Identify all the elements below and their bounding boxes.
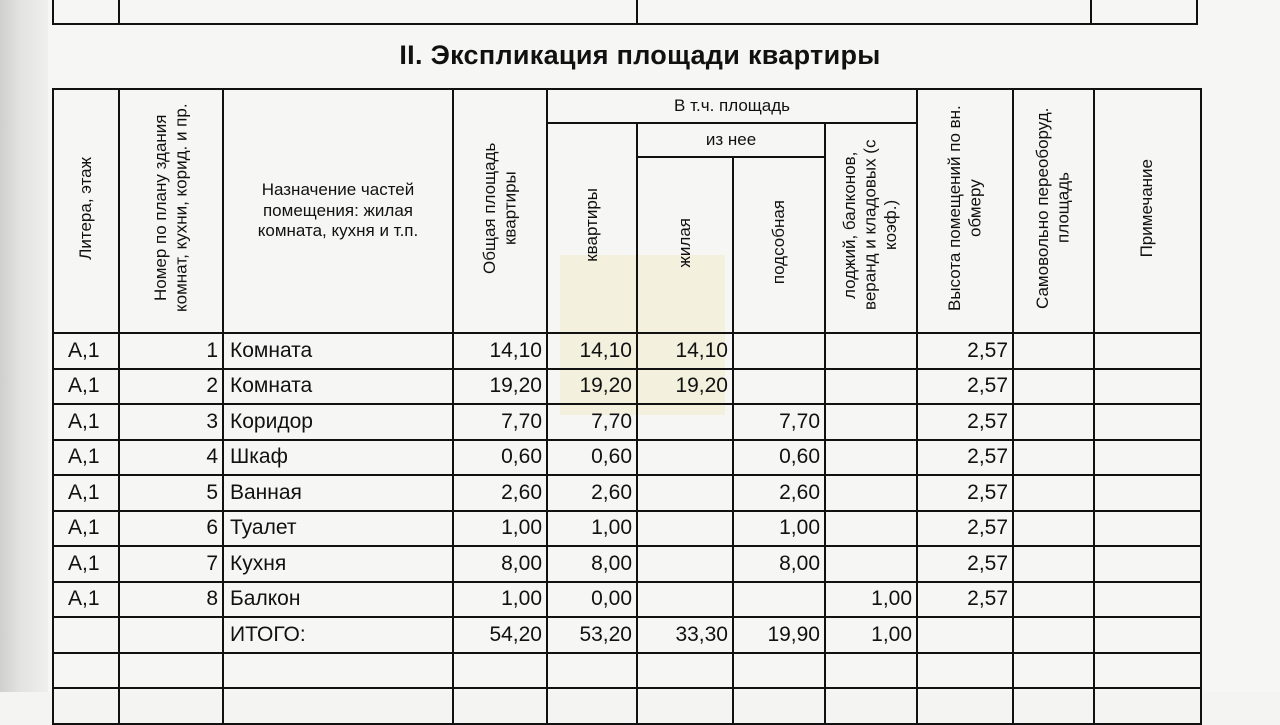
litera-cell: А,1: [53, 440, 119, 476]
previous-table-fragment: [52, 0, 1198, 25]
litera-cell: А,1: [53, 582, 119, 618]
room-number-cell: 1: [119, 333, 223, 369]
note-cell: [1094, 546, 1201, 582]
litera-cell: А,1: [53, 333, 119, 369]
auxiliary-area-cell: 2,60: [733, 475, 825, 511]
total-area-cell: 19,20: [453, 369, 547, 405]
table-row: [53, 475, 1201, 511]
room-number-cell: 4: [119, 440, 223, 476]
empty-cell: [825, 653, 917, 689]
table-row: [53, 369, 1201, 405]
height-cell: 2,57: [917, 404, 1013, 440]
header-note: Примечание: [1094, 89, 1201, 333]
header-total-area: Общая площадь квартиры: [453, 89, 547, 333]
apartment-area-cell: 7,70: [547, 404, 637, 440]
header-room-number: Номер по плану здания комнат, кухни, корид. и пр.: [119, 89, 223, 333]
self-built-cell: [1013, 475, 1094, 511]
loggia-area-cell: [825, 440, 917, 476]
empty-cell: [1094, 653, 1201, 689]
litera-cell: [53, 617, 119, 653]
height-cell: 2,57: [917, 546, 1013, 582]
loggia-area-cell: [825, 475, 917, 511]
empty-cell: [1013, 653, 1094, 689]
auxiliary-area-cell: [733, 333, 825, 369]
empty-cell: [733, 653, 825, 689]
room-number-cell: 7: [119, 546, 223, 582]
note-cell: [1094, 475, 1201, 511]
empty-cell: [53, 653, 119, 689]
total-area-cell: 7,70: [453, 404, 547, 440]
table-row: [53, 582, 1201, 618]
litera-cell: А,1: [53, 546, 119, 582]
room-name-cell: Туалет: [223, 511, 453, 547]
empty-row: [53, 688, 1201, 724]
header-litera: Литера, этаж: [53, 89, 119, 333]
header-auxiliary: подсобная: [733, 157, 825, 333]
apartment-area-cell: 0,60: [547, 440, 637, 476]
table-row: [53, 546, 1201, 582]
room-name-cell: Коридор: [223, 404, 453, 440]
note-cell: [1094, 582, 1201, 618]
living-area-sum: 33,30: [637, 617, 733, 653]
height-cell: 2,57: [917, 475, 1013, 511]
empty-cell: [733, 688, 825, 724]
header-living: жилая: [637, 157, 733, 333]
apartment-area-cell: 1,00: [547, 511, 637, 547]
note-cell: [1094, 617, 1201, 653]
apartment-area-cell: 2,60: [547, 475, 637, 511]
empty-cell: [223, 688, 453, 724]
header-self-built-area: Самовольно переоборуд. площадь: [1013, 89, 1094, 333]
litera-cell: А,1: [53, 369, 119, 405]
empty-cell: [917, 653, 1013, 689]
room-number-cell: 3: [119, 404, 223, 440]
litera-cell: А,1: [53, 511, 119, 547]
empty-cell: [547, 653, 637, 689]
auxiliary-area-cell: [733, 369, 825, 405]
empty-cell: [1094, 688, 1201, 724]
note-cell: [1094, 404, 1201, 440]
empty-row: [53, 653, 1201, 689]
apartment-area-sum: 53,20: [547, 617, 637, 653]
room-number-cell: 6: [119, 511, 223, 547]
self-built-cell: [1013, 546, 1094, 582]
living-area-cell: [637, 475, 733, 511]
apartment-area-cell: 8,00: [547, 546, 637, 582]
height-cell: [917, 617, 1013, 653]
living-area-cell: 14,10: [637, 333, 733, 369]
table-row: [53, 440, 1201, 476]
living-area-cell: [637, 582, 733, 618]
total-area-cell: 14,10: [453, 333, 547, 369]
self-built-cell: [1013, 369, 1094, 405]
header-apartment: квартиры: [547, 123, 637, 333]
section-title: II. Экспликация площади квартиры: [399, 40, 881, 70]
empty-cell: [223, 653, 453, 689]
totals-row: [53, 617, 1201, 653]
header-incl-area: В т.ч. площадь: [547, 89, 917, 123]
room-name-cell: Комната: [223, 333, 453, 369]
total-area-cell: 1,00: [453, 511, 547, 547]
room-number-cell: 5: [119, 475, 223, 511]
page-binding-shadow: [0, 0, 48, 692]
loggia-area-cell: [825, 404, 917, 440]
empty-cell: [637, 688, 733, 724]
self-built-cell: [1013, 511, 1094, 547]
empty-cell: [825, 688, 917, 724]
height-cell: 2,57: [917, 369, 1013, 405]
empty-cell: [53, 688, 119, 724]
note-cell: [1094, 511, 1201, 547]
table-row: [53, 511, 1201, 547]
auxiliary-area-cell: 7,70: [733, 404, 825, 440]
auxiliary-area-cell: 1,00: [733, 511, 825, 547]
living-area-cell: 19,20: [637, 369, 733, 405]
loggia-area-cell: [825, 369, 917, 405]
loggia-area-sum: 1,00: [825, 617, 917, 653]
auxiliary-area-sum: 19,90: [733, 617, 825, 653]
empty-cell: [547, 688, 637, 724]
loggia-area-cell: 1,00: [825, 582, 917, 618]
height-cell: 2,57: [917, 582, 1013, 618]
living-area-cell: [637, 546, 733, 582]
header-of-which: из нее: [637, 123, 825, 157]
living-area-cell: [637, 404, 733, 440]
empty-cell: [453, 688, 547, 724]
living-area-cell: [637, 440, 733, 476]
total-area-cell: 8,00: [453, 546, 547, 582]
loggia-area-cell: [825, 333, 917, 369]
room-name-cell: Ванная: [223, 475, 453, 511]
self-built-cell: [1013, 440, 1094, 476]
apartment-area-cell: 14,10: [547, 333, 637, 369]
living-area-cell: [637, 511, 733, 547]
empty-cell: [637, 653, 733, 689]
header-height: Высота помещений по вн. обмеру: [917, 89, 1013, 333]
self-built-cell: [1013, 617, 1094, 653]
area-explication-table: [52, 88, 1202, 725]
total-area-cell: 0,60: [453, 440, 547, 476]
total-area-sum: 54,20: [453, 617, 547, 653]
note-cell: [1094, 440, 1201, 476]
room-name-cell: Кухня: [223, 546, 453, 582]
room-name-cell: Балкон: [223, 582, 453, 618]
table-row: [53, 333, 1201, 369]
loggia-area-cell: [825, 511, 917, 547]
empty-cell: [119, 688, 223, 724]
room-number-cell: 2: [119, 369, 223, 405]
totals-label: ИТОГО:: [223, 617, 453, 653]
table-row: [53, 404, 1201, 440]
auxiliary-area-cell: 0,60: [733, 440, 825, 476]
height-cell: 2,57: [917, 440, 1013, 476]
room-name-cell: Комната: [223, 369, 453, 405]
auxiliary-area-cell: 8,00: [733, 546, 825, 582]
empty-cell: [917, 688, 1013, 724]
empty-cell: [1013, 688, 1094, 724]
empty-cell: [119, 653, 223, 689]
self-built-cell: [1013, 333, 1094, 369]
height-cell: 2,57: [917, 511, 1013, 547]
room-name-cell: Шкаф: [223, 440, 453, 476]
room-number-cell: 8: [119, 582, 223, 618]
header-loggias: лоджий, балконов, веранд и кладовых (с коэф.): [825, 123, 917, 333]
litera-cell: А,1: [53, 404, 119, 440]
total-area-cell: 2,60: [453, 475, 547, 511]
loggia-area-cell: [825, 546, 917, 582]
self-built-cell: [1013, 404, 1094, 440]
height-cell: 2,57: [917, 333, 1013, 369]
litera-cell: А,1: [53, 475, 119, 511]
note-cell: [1094, 369, 1201, 405]
header-purpose: Назначение частей помещения: жилая комната, кухня и т.п.: [223, 89, 453, 333]
note-cell: [1094, 333, 1201, 369]
apartment-area-cell: 19,20: [547, 369, 637, 405]
auxiliary-area-cell: [733, 582, 825, 618]
apartment-area-cell: 0,00: [547, 582, 637, 618]
self-built-cell: [1013, 582, 1094, 618]
total-area-cell: 1,00: [453, 582, 547, 618]
room-number-cell: [119, 617, 223, 653]
empty-cell: [453, 653, 547, 689]
